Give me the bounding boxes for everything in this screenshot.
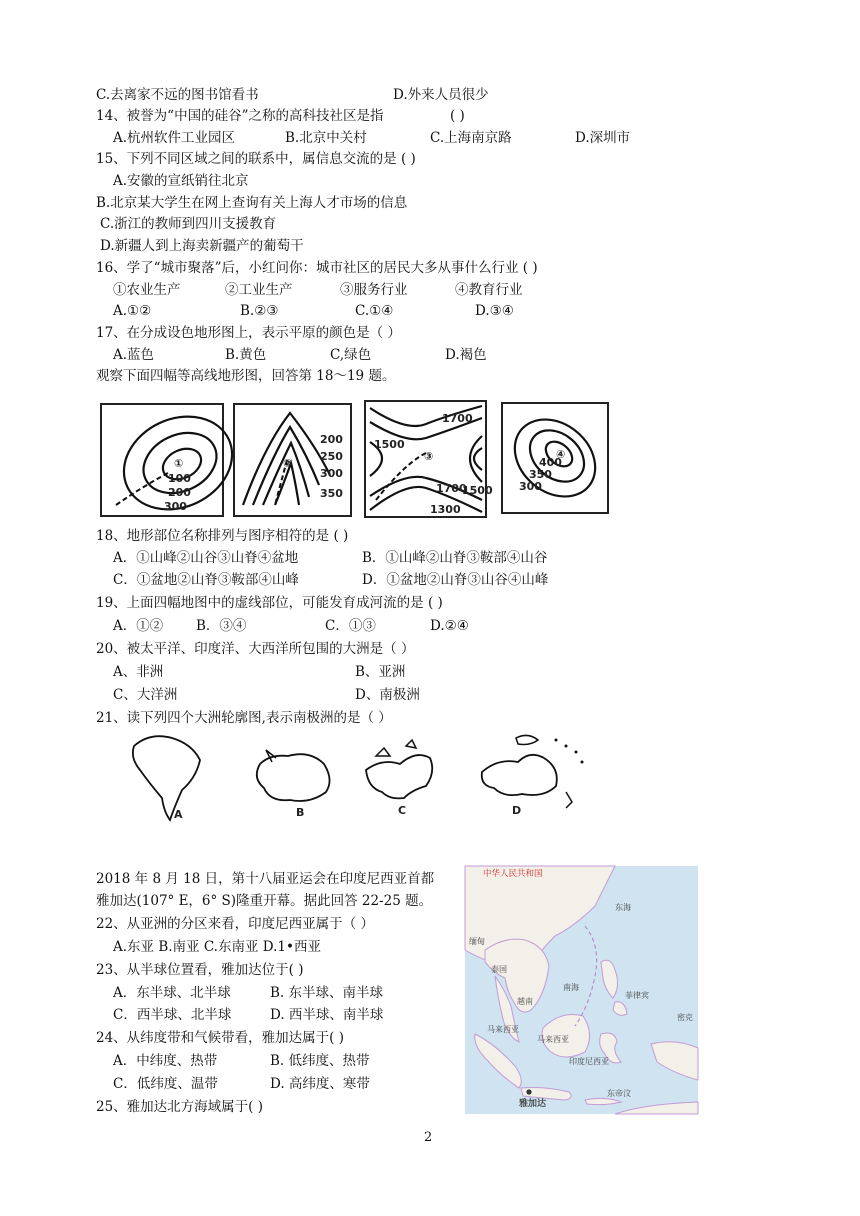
map-label: 东帝汶: [607, 1089, 631, 1098]
q16-option-d: D.③④: [475, 303, 514, 319]
q15-option-d: D.新疆人到上海卖新疆产的葡萄干: [100, 238, 304, 254]
q18-stem: 18、地形部位名称排列与图序相符的是 ( ): [96, 528, 349, 544]
q14-option-b: B.北京中关村: [285, 130, 367, 146]
q20-option-b: B、亚洲: [355, 664, 406, 680]
q23-option-d: D. 西半球、南半球: [270, 1007, 384, 1023]
q17-option-c: C,绿色: [330, 347, 372, 363]
contour-label: 300: [519, 480, 542, 493]
q16-item-1: ①农业生产: [113, 282, 181, 298]
q20-stem: 20、被太平洋、印度洋、大西洋所包围的大洲是（ ）: [96, 641, 415, 657]
q18-option-b: B．①山峰②山脊③鞍部④山谷: [362, 550, 548, 566]
q19-option-d: D.②④: [430, 618, 469, 634]
map-label: 泰国: [491, 965, 507, 974]
q16-stem: 16、学了“城市聚落”后，小红问你：城市社区的居民大多从事什么行业 ( ): [96, 260, 538, 276]
contour-map-2: [233, 403, 352, 517]
map-label: 东海: [615, 903, 631, 912]
contour-label: 100: [168, 472, 191, 485]
map-capital-label: 雅加达: [519, 1099, 547, 1109]
q15-option-c: C.浙江的教师到四川支援教育: [100, 216, 277, 232]
continent-outlines: [120, 728, 590, 823]
map-label: 印度尼西亚: [569, 1057, 609, 1066]
q17-option-b: B.黄色: [225, 347, 267, 363]
map-label: 密克: [677, 1013, 693, 1022]
contour-map-3: [364, 400, 493, 518]
map-label: 南海: [563, 983, 579, 992]
q22-stem: 22、从亚洲的分区来看，印度尼西亚属于（ ）: [96, 916, 374, 932]
q15-option-b: B.北京某大学生在网上查询有关上海人才市场的信息: [96, 195, 408, 211]
q16-item-3: ③服务行业: [340, 282, 408, 298]
q13-option-d: D.外来人员很少: [393, 87, 489, 103]
q14-option-a: A.杭州软件工业园区: [113, 130, 236, 146]
q24-stem: 24、从纬度带和气候带看，雅加达属于( ): [96, 1030, 345, 1046]
q24-option-a: A．中纬度、热带: [113, 1053, 218, 1069]
map-label: 马来西亚: [537, 1035, 569, 1044]
q16-option-a: A.①②: [113, 303, 152, 319]
q19-option-a: A．①②: [113, 618, 164, 634]
q19-stem: 19、上面四幅地图中的虚线部位，可能发育成河流的是 ( ): [96, 595, 443, 611]
contour-marker-2: ②: [283, 457, 293, 470]
continent-label-b: B: [296, 806, 305, 819]
q18-option-c: C．①盆地②山脊③鞍部④山峰: [113, 572, 299, 588]
q23-option-c: C．西半球、北半球: [113, 1007, 232, 1023]
q14-paren: ( ): [450, 108, 465, 124]
q23-option-b: B. 东半球、南半球: [270, 985, 384, 1001]
q19-option-c: C．①③: [325, 618, 376, 634]
continent-label-c: C: [398, 804, 407, 817]
q15-stem: 15、下列不同区域之间的联系中，属信息交流的是 ( ): [96, 151, 416, 167]
map-label: 缅甸: [469, 937, 485, 946]
q20-option-c: C、大洋洲: [113, 687, 178, 703]
q17-stem: 17、在分成设色地形图上，表示平原的颜色是（ ）: [96, 325, 401, 341]
contour-label: 400: [539, 456, 562, 469]
q18-option-a: A．①山峰②山谷③山脊④盆地: [113, 550, 299, 566]
contour-label: 200: [168, 486, 191, 499]
contour-label: 1700: [436, 482, 467, 495]
q17-option-d: D.褐色: [445, 347, 487, 363]
contour-marker-4: ④: [556, 448, 566, 461]
q24-option-b: B. 低纬度、热带: [270, 1053, 370, 1069]
q22-intro-1: 2018 年 8 月 18 日，第十八届亚运会在印度尼西亚首都: [96, 871, 435, 887]
q23-stem: 23、从半球位置看，雅加达位于( ): [96, 962, 304, 978]
contour-label: 1500: [462, 484, 493, 497]
continent-label-d: D: [512, 804, 522, 817]
q19-option-b: B．③④: [196, 618, 247, 634]
q13-option-c: C.去离家不远的图书馆看书: [96, 87, 259, 103]
q16-item-2: ②工业生产: [225, 282, 293, 298]
q17-option-a: A.蓝色: [113, 347, 155, 363]
contour-label: 200: [320, 433, 343, 446]
map-title: 中华人民共和国: [483, 869, 543, 879]
contour-label: 1300: [430, 503, 461, 516]
contour-label: 1700: [442, 412, 473, 425]
continent-label-a: A: [174, 808, 183, 821]
contour-label: 350: [529, 468, 552, 481]
q25-stem: 25、雅加达北方海域属于( ): [96, 1099, 264, 1115]
contour-marker-3: ③: [424, 450, 434, 463]
map-label: 马来西亚: [487, 1025, 519, 1034]
q24-option-d: D. 高纬度、寒带: [270, 1076, 370, 1092]
q16-option-b: B.②③: [240, 303, 279, 319]
q15-option-a: A.安徽的宣纸销往北京: [113, 173, 249, 189]
contour-marker-1: ①: [174, 457, 184, 470]
map-label: 菲律宾: [625, 991, 649, 1000]
q18-intro: 观察下面四幅等高线地形图，回答第 18～19 题。: [96, 368, 396, 384]
contour-label: 1500: [374, 438, 405, 451]
q18-option-d: D．①盆地②山脊③山谷④山峰: [362, 572, 549, 588]
contour-label: 300: [320, 467, 343, 480]
q24-option-c: C．低纬度、温带: [113, 1076, 218, 1092]
q20-option-d: D、南极洲: [355, 687, 420, 703]
southeast-asia-map: [465, 866, 698, 1114]
map-label: 越南: [517, 997, 533, 1006]
q14-stem: 14、被誉为“中国的硅谷”之称的高科技社区是指: [96, 108, 384, 124]
contour-label: 250: [320, 450, 343, 463]
contour-map-1: [100, 403, 224, 517]
contour-label: 350: [320, 487, 343, 500]
q20-option-a: A、非洲: [113, 664, 164, 680]
contour-map-4: [501, 402, 609, 514]
q16-item-4: ④教育行业: [455, 282, 523, 298]
q22-intro-2: 雅加达(107° E，6° S)隆重开幕。据此回答 22-25 题。: [96, 893, 433, 909]
q16-option-c: C.①④: [355, 303, 394, 319]
q21-stem: 21、读下列四个大洲轮廓图,表示南极洲的是（ ）: [96, 710, 392, 726]
contour-label: 300: [164, 500, 187, 513]
q23-option-a: A．东半球、北半球: [113, 985, 231, 1001]
page-number: 2: [424, 1130, 433, 1145]
q14-option-c: C.上海南京路: [430, 130, 512, 146]
q22-options: A.东亚 B.南亚 C.东南亚 D.1•西亚: [113, 939, 321, 955]
q14-option-d: D.深圳市: [575, 130, 631, 146]
